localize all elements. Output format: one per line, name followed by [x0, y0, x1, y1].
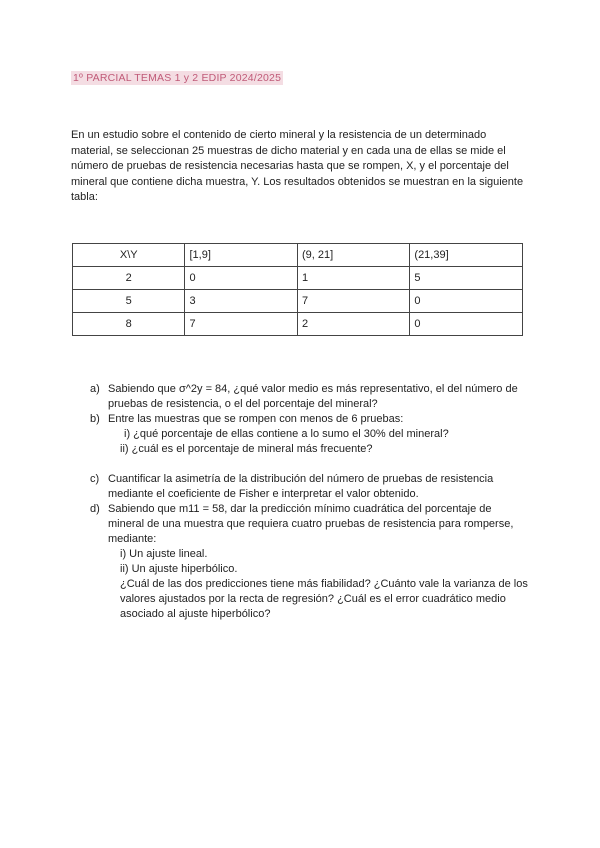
table-cell: 5 [410, 267, 523, 290]
table-cell: 0 [410, 290, 523, 313]
question-d-ii: ii) Un ajuste hiperbólico. [120, 563, 238, 575]
question-text: Sabiendo que σ^2y = 84, ¿qué valor medio es más representativo, el del número de pruebas de resistencia, o el del porcentaje del mineral? [108, 383, 518, 410]
question-label: a) [90, 383, 100, 395]
table-cell: 0 [410, 313, 523, 336]
table-header-cell: (9, 21] [297, 244, 409, 267]
table-cell: 5 [73, 290, 185, 313]
table-cell: 3 [185, 290, 297, 313]
questions-list [90, 382, 528, 622]
table-header-cell: [1,9] [185, 244, 297, 267]
table-cell: 2 [297, 313, 409, 336]
table-cell: 0 [185, 267, 297, 290]
question-d [90, 502, 528, 547]
table-header-cell: X\Y [73, 244, 185, 267]
table-cell: 8 [73, 313, 185, 336]
question-text: Cuantificar la asimetría de la distribución del número de pruebas de resistencia mediante el coeficiente de Fisher e interpretar el valor obtenido. [108, 473, 494, 500]
table-header-cell: (21,39] [410, 244, 523, 267]
exam-title: 1º PARCIAL TEMAS 1 y 2 EDIP 2024/2025 [73, 72, 282, 84]
question-label: d) [90, 503, 100, 515]
question-label: c) [90, 473, 100, 485]
question-a [90, 382, 528, 412]
table-header-row [73, 244, 523, 267]
table-row [73, 290, 523, 313]
table-row [73, 267, 523, 290]
table-cell: 1 [297, 267, 409, 290]
intro-paragraph: En un estudio sobre el contenido de cierto mineral y la resistencia de un determinado material, se seleccionan 25 muestras de dicho material y en cada una de ellas se mide el número de pruebas de resistencia necesarias hasta que se rompen, X, y el porcentaje del mineral que contiene dicha muestra, Y. Los resultados obtenidos se muestran en la siguiente tabla: [71, 129, 524, 203]
question-text: Entre las muestras que se rompen con menos de 6 pruebas: [108, 413, 404, 425]
table-cell: 7 [297, 290, 409, 313]
question-d-extra: ¿Cuál de las dos predicciones tiene más fiabilidad? ¿Cuánto vale la varianza de los valores ajustados por la recta de regresión? ¿Cuál es el error cuadrático medio asociado al ajuste hiperbólico? [120, 578, 528, 620]
table-row [73, 313, 523, 336]
question-b [90, 412, 528, 427]
question-c [90, 472, 528, 502]
question-text: Sabiendo que m11 = 58, dar la predicción mínimo cuadrática del porcentaje de mineral de una muestra que requiera cuatro pruebas de resistencia para romperse, mediante: [108, 503, 514, 545]
question-b-i: i) ¿qué porcentaje de ellas contiene a lo sumo el 30% del mineral? [124, 428, 449, 440]
table-cell: 2 [73, 267, 185, 290]
data-table [72, 243, 523, 336]
question-d-i: i) Un ajuste lineal. [120, 548, 208, 560]
question-label: b) [90, 413, 100, 425]
question-b-ii: ii) ¿cuál es el porcentaje de mineral más frecuente? [120, 443, 373, 455]
table-cell: 7 [185, 313, 297, 336]
